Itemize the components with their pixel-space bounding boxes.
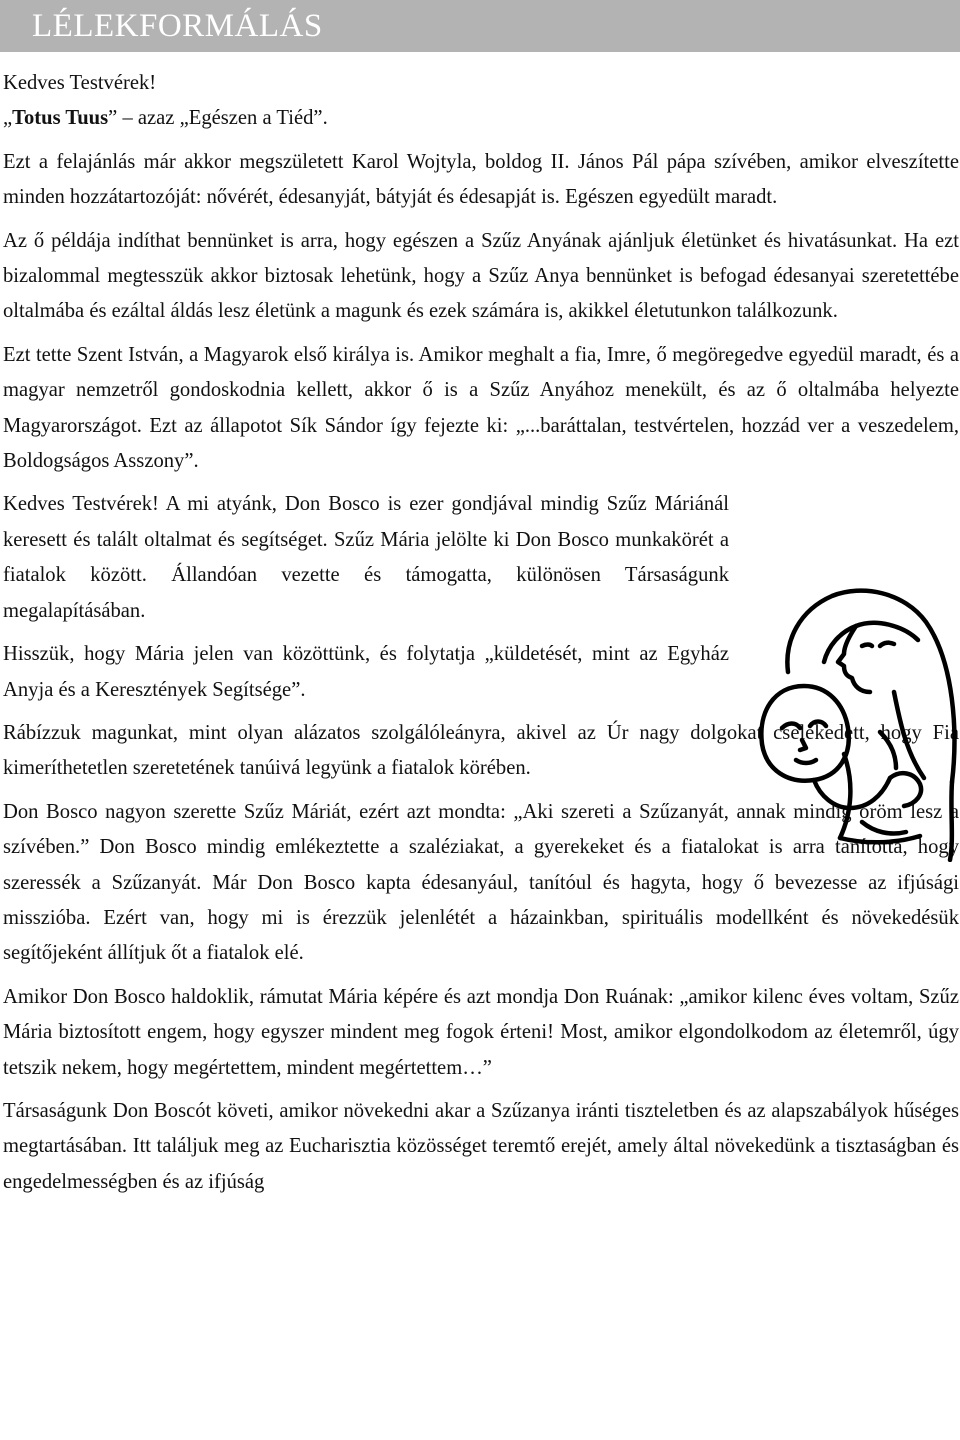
paragraph-6: Rábízzuk magunkat, mint olyan alázatos szolgálóleányra, akivel az Úr nagy dolgokat cselekedett, hogy Fia kimeríthetetlen szeretetének tanúivá legyünk a fiatalok körében. — [3, 721, 959, 780]
paragraph-5: Hisszük, hogy Mária jelen van közöttünk, és folytatja „küldetését, mint az Egyház Anyja és a Keresztények Segítsége”. — [3, 643, 729, 701]
motto-open-quote: „ — [3, 107, 13, 130]
page-header — [0, 0, 960, 52]
madonna-and-child-icon — [744, 582, 960, 862]
page-title: LÉLEKFORMÁLÁS — [32, 8, 323, 44]
paragraph-4: Kedves Testvérek! A mi atyánk, Don Bosco is ezer gondjával mindig Szűz Máriánál keresett és talált oltalmat és segítséget. Szűz Mária jelölte ki Don Bosco munkakörét a fiatalok között. Állandóan vezette és támogatta, különösen Társaságunk megalapításában. — [3, 493, 729, 622]
paragraph-2: Az ő példája indíthat bennünket is arra, hogy egészen a Szűz Anyának ajánljuk életünket és hivatásunkat. Ha ezt bizalommal megtesszük akkor biztosak lehetünk, hogy a Szűz Anya bennünket is befogad édesanyai szeretettébe oltalmába és ezáltal áldás lesz életünk a magunk és ezek számára is, akikkel életutunkon találkozunk. — [3, 229, 959, 323]
greeting: Kedves Testvérek! — [3, 72, 157, 94]
motto-latin: Totus Tuus — [12, 107, 109, 130]
motto-rest: – azaz „Egészen a Tiéd”. — [117, 107, 328, 130]
paragraph-3: Ezt tette Szent István, a Magyarok első királya is. Amikor meghalt a fia, Imre, ő megöregedve egyedül maradt, és a magyar nemzetről gondoskodnia kellett, akkor ő is a Szűz Anyához menekült, és az ő oltalmába helyezte Magyarországot. Ezt az állapotot Sík Sándor így fejezte ki: „...baráttalan, testvértelen, hozzád ver a veszedelem, Boldogságos Asszony”. — [3, 343, 959, 473]
paragraph-9: Társaságunk Don Boscót követi, amikor növekedni akar a Szűzanya iránti tiszteletben és az alapszabályok hűséges megtartásában. Itt találjuk meg az Eucharisztia közösséget teremtő erejét, amely által növekedünk a tisztaságban és engedelmességben és az ifjúság — [3, 1099, 959, 1193]
motto — [3, 101, 959, 136]
illustrated-section — [3, 487, 729, 707]
paragraph-1: Ezt a felajánlás már akkor megszületett Karol Wojtyla, boldog II. János Pál pápa szívében, amikor elveszítette minden hozzátartozóját: nővérét, édesanyját, bátyját és édesapját is. Egészen egyedült maradt. — [3, 150, 959, 209]
paragraph-7: Don Bosco nagyon szerette Szűz Máriát, ezért azt mondta: „Aki szereti a Szűzanyát, annak mindig öröm lesz a szívében.” Don Bosco mindig emlékeztette a szaléziakat, a gyerekeket és a fiatalokat is arra tanította, hogy szeressék a Szűzanyát. Már Don Bosco kapta édesanyául, tanítóul és hagyta, hogy ő bevezesse az ifjúsági misszióba. Ezért van, hogy mi is érezzük jelenlétét a házainkban, spirituális modellként és növekedésük segítőjeként állítjuk őt a fiatalok elé. — [3, 800, 959, 965]
paragraph-8: Amikor Don Bosco haldoklik, rámutat Mária képére és azt mondja Don Ruának: „amikor kilenc éves voltam, Szűz Mária biztosított engem, hogy egyszer mindent meg fogok érteni! Most, amikor elgondolkodom az életemről, úgy tetszik nekem, hogy megértettem, mindent megértettem…” — [3, 985, 959, 1079]
motto-close-quote: ” — [108, 107, 118, 130]
